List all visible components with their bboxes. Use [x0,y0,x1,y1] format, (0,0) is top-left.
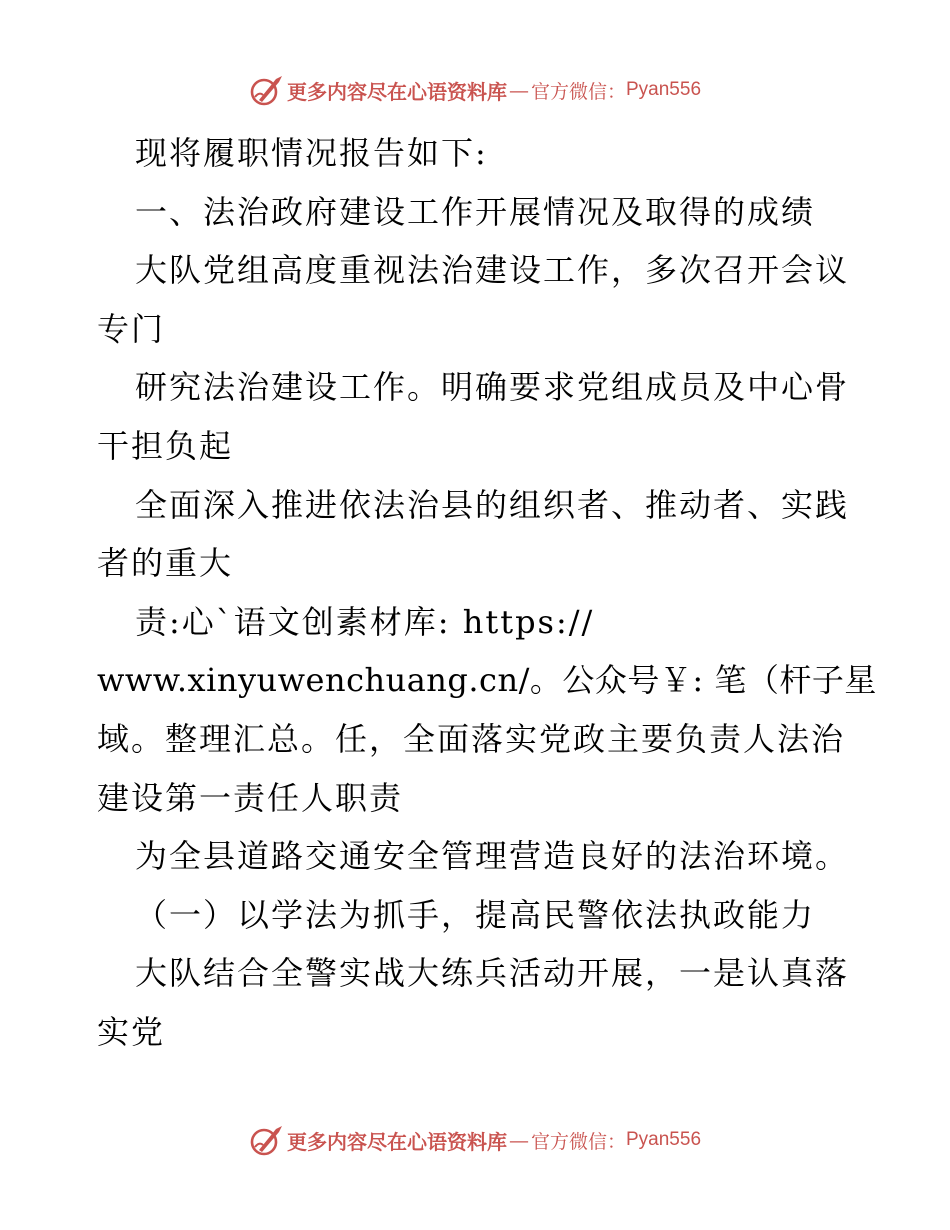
text-line: 大队结合全警实战大练兵活动开展，一是认真落 [135,954,850,993]
text-line: www.xinyuwenchuang.cn/。公众号￥: 笔（杆子星 [97,661,877,700]
footer-banner [0,1120,950,1160]
subsection-heading: （一）以学法为抓手，提高民警依法执政能力 [135,895,816,934]
document-body [97,124,877,1062]
banner-wechat-account: Pyan556 [626,79,702,100]
banner-wechat-label: 官方微信： [530,1130,626,1153]
banner-separator: — [508,1128,529,1152]
text-line: 域。整理汇总。任，全面落实党政主要负责人法治 [97,719,846,758]
banner-title: 更多内容尽在心语资料库 [286,1129,507,1154]
text-line: 建设第一责任人职责 [97,778,404,817]
banner-wechat-account: Pyan556 [626,1129,702,1150]
text-line: 研究法治建设工作。明确要求党组成员及中心骨 [135,368,850,407]
quill-pen-circle-icon [249,1123,285,1157]
text-line: 实党 [97,1012,166,1051]
banner-title: 更多内容尽在心语资料库 [286,79,507,104]
quill-pen-circle-icon [249,73,285,107]
section-heading: 一、法治政府建设工作开展情况及取得的成绩 [135,192,816,231]
text-line: 全面深入推进依法治县的组织者、推动者、实践 [135,485,850,524]
text-line: 责:心`语文创素材库: https:// [135,602,595,641]
header-banner [0,70,950,110]
text-line: 大队党组高度重视法治建设工作，多次召开会议 [135,251,850,290]
text-line: 为全县道路交通安全管理营造良好的法治环境。 [135,837,850,876]
text-line: 干担负起 [97,426,234,465]
text-line: 专门 [97,309,166,348]
banner-wechat-label: 官方微信： [530,80,626,103]
text-line: 者的重大 [97,544,234,583]
text-line: 现将履职情况报告如下: [135,134,488,172]
banner-separator: — [508,78,529,102]
